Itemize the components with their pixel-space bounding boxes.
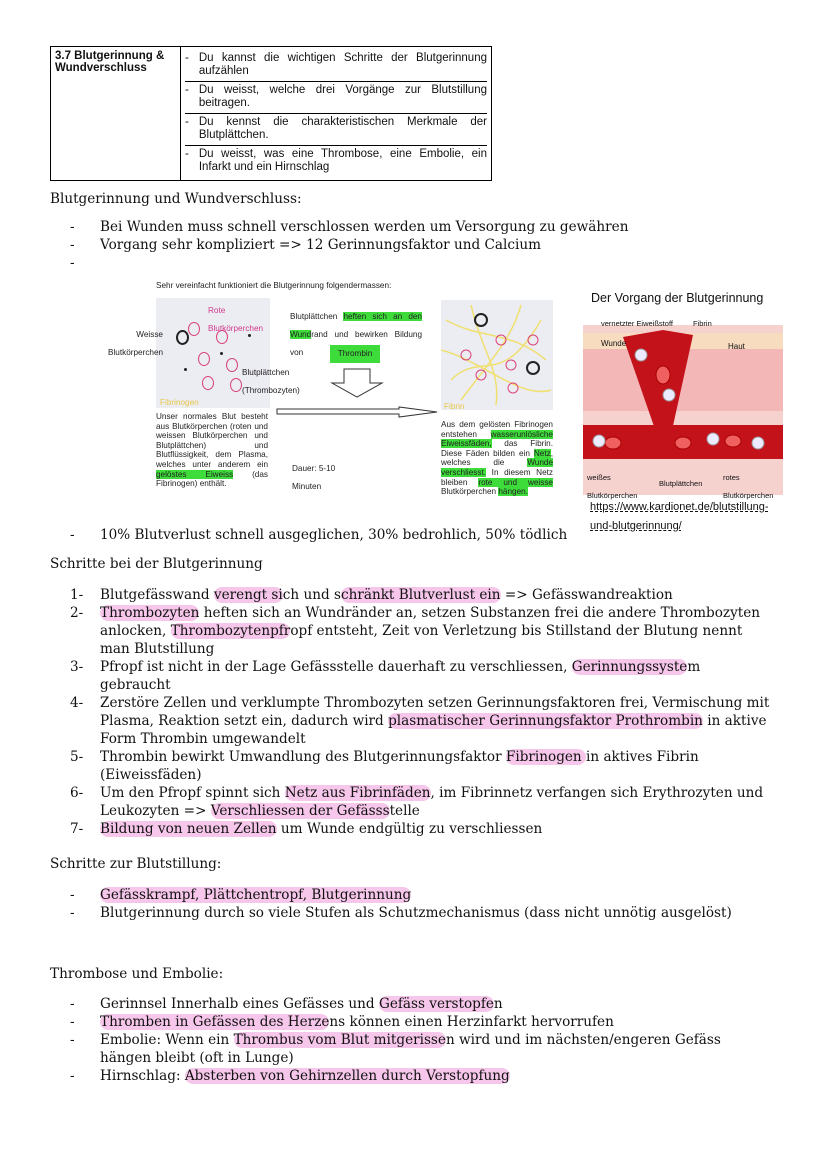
section-title: Thrombose und Embolie: bbox=[50, 966, 224, 982]
list-item: - Bei Wunden muss schnell verschlossen werden um Versorgung zu gewähren bbox=[70, 219, 629, 235]
label-plaettchen: Blutplättchen (Thrombozyten) bbox=[242, 368, 300, 395]
label-eiweiss: vernetzter Eiweißstoff bbox=[601, 319, 673, 328]
objectives-list bbox=[181, 47, 492, 181]
list-item: 10% Blutverlust schnell ausgeglichen, 30% bedrohlich, 50% tödlich bbox=[100, 527, 568, 543]
step-item: 5- Thrombin bewirkt Umwandlung des Blutgerinnungsfaktor Fibrinogen in aktives Fibrin (Eiweissfäden) bbox=[70, 749, 699, 783]
down-arrow-icon bbox=[330, 368, 384, 398]
label-fibrin: Fibrin bbox=[444, 402, 465, 411]
wound-figure bbox=[583, 285, 783, 500]
section-title: Schritte bei der Blutgerinnung bbox=[50, 556, 263, 572]
label-weisse: Weisse Blutkörperchen bbox=[108, 330, 164, 357]
duration-text: Dauer: 5-10 Minuten bbox=[292, 464, 336, 491]
bullet-list: - 10% Blutverlust schnell ausgeglichen, 30% bedrohlich, 50% tödlich bbox=[70, 527, 568, 543]
list-item: - Embolie: Wenn ein Thrombus vom Blut mitgerissen wird und im nächsten/engeren Gefäss hängen bleibt (oft in Lunge) bbox=[70, 1032, 721, 1066]
step-item: 6- Um den Pfropf spinnt sich Netz aus Fibrinfäden, im Fibrinnetz verfangen sich Erythrozyten und Leukozyten => Verschliessen der Gefässstelle bbox=[70, 785, 764, 819]
list-item: - Hirnschlag: Absterben von Gehirnzellen durch Verstopfung bbox=[70, 1068, 510, 1084]
step-item: 4- Zerstöre Zellen und verklumpte Thrombozyten setzen Gerinnungsfaktoren frei, Vermischung mit Plasma, Reaktion setzt ein, dadurch wird plasmatischer Gerinnungsfaktor Prothrombin in aktive Form Thrombin umgewandelt bbox=[70, 695, 770, 747]
objective-item: - Du kennst die charakteristischen Merkmale der Blutplättchen. bbox=[185, 114, 487, 146]
bullet-list bbox=[70, 218, 770, 272]
coagulation-diagram bbox=[108, 272, 558, 502]
list-item: - Blutgerinnung durch so viele Stufen als Schutzmechanismus (dass nicht unnötig ausgelöst) bbox=[70, 905, 732, 921]
label-weisses: weißes Blutkörperchen bbox=[587, 473, 638, 500]
list-item: - Thromben in Gefässen des Herzens können einen Herzinfarkt hervorrufen bbox=[70, 1014, 614, 1030]
figure-title: Der Vorgang der Blutgerinnung bbox=[591, 291, 764, 305]
list-item: - Gefässkrampf, Plättchentropf, Blutgerinnung bbox=[70, 887, 412, 903]
objective-item: - Du weisst, welche drei Vorgänge zur Blutstillung beitragen. bbox=[185, 82, 487, 114]
left-text: Unser normales Blut besteht aus Blutkörperchen (roten und weissen Blutkörperchen und Blutplättchen) und Blutflüssigkeit, dem Plasma, welches unter anderem ein gelöstes Eiweiss (das Fibrinogen) enthält. bbox=[156, 412, 268, 489]
list-item: - Vorgang sehr kompliziert => 12 Gerinnungsfaktor und Calcium bbox=[70, 237, 541, 253]
source-link[interactable]: https://www.kardionet.de/blutstillung-und-blutgerinnung/ bbox=[590, 501, 769, 532]
list-item: - bbox=[70, 255, 75, 271]
right-text: Aus dem gelösten Fibrinogen entstehen wasserunlösliche Eiweissfäden, das Fibrin. Diese Fäden bilden ein Netz, welches die Wunde verschliesst. In diesem Netz bleiben rote und weisse Blutkörperchen hängen. bbox=[441, 420, 553, 497]
section-title: Blutgerinnung und Wundverschluss: bbox=[50, 191, 302, 207]
step-item: 2- Thrombozyten heften sich an Wundränder an, setzen Substanzen frei die andere Thrombozyten anlocken, Thrombozytenpfropf entsteht, Zeit von Verletzung bis Stillstand der Blutung nennt man Blutstillung bbox=[70, 605, 761, 657]
step-item: 1- Blutgefässwand verengt sich und schränkt Blutverlust ein => Gefässwandreaktion bbox=[70, 587, 673, 603]
label-rote: Rote Blutkörperchen bbox=[208, 306, 264, 333]
label-rotes: rotes Blutkörperchen bbox=[723, 473, 774, 500]
label-fibrinogen: Fibrinogen bbox=[160, 398, 199, 407]
thrombin-label: Thrombin bbox=[330, 345, 380, 363]
steps-list bbox=[70, 586, 770, 838]
step-item: 3- Pfropf ist nicht in der Lage Gefässstelle dauerhaft zu verschliessen, Gerinnungssystem gebraucht bbox=[70, 659, 701, 693]
list-item: - Gerinnsel Innerhalb eines Gefässes und Gefäss verstopfen bbox=[70, 996, 503, 1012]
label-fibrin-fig: Fibrin bbox=[693, 319, 712, 328]
step-item: 7- Bildung von neuen Zellen um Wunde endgültig zu verschliessen bbox=[70, 821, 543, 837]
label-wunde: Wunde bbox=[601, 339, 627, 348]
bullet-list bbox=[70, 886, 770, 922]
right-arrow-icon bbox=[276, 406, 440, 418]
objective-item: - Du weisst, was eine Thrombose, eine Embolie, ein Infarkt und ein Hirnschlag bbox=[185, 148, 487, 173]
fibrin-net-image bbox=[441, 300, 553, 410]
objectives-table bbox=[50, 46, 492, 181]
diagram-caption: Sehr vereinfacht funktioniert die Blutgerinnung folgendermassen: bbox=[156, 281, 392, 290]
label-haut: Haut bbox=[728, 342, 745, 351]
topic-cell: 3.7 Blutgerinnung & Wundverschluss bbox=[51, 47, 181, 181]
objective-item: - Du kannst die wichtigen Schritte der Blutgerinnung aufzählen bbox=[185, 50, 487, 82]
mid-text: Blutplättchen heften sich an den Wundrand und bewirken Bildung von bbox=[290, 312, 422, 357]
bullet-list bbox=[70, 995, 770, 1085]
section-title: Schritte zur Blutstillung: bbox=[50, 856, 222, 872]
label-blutplaettchen: Blutplättchen bbox=[659, 479, 703, 488]
